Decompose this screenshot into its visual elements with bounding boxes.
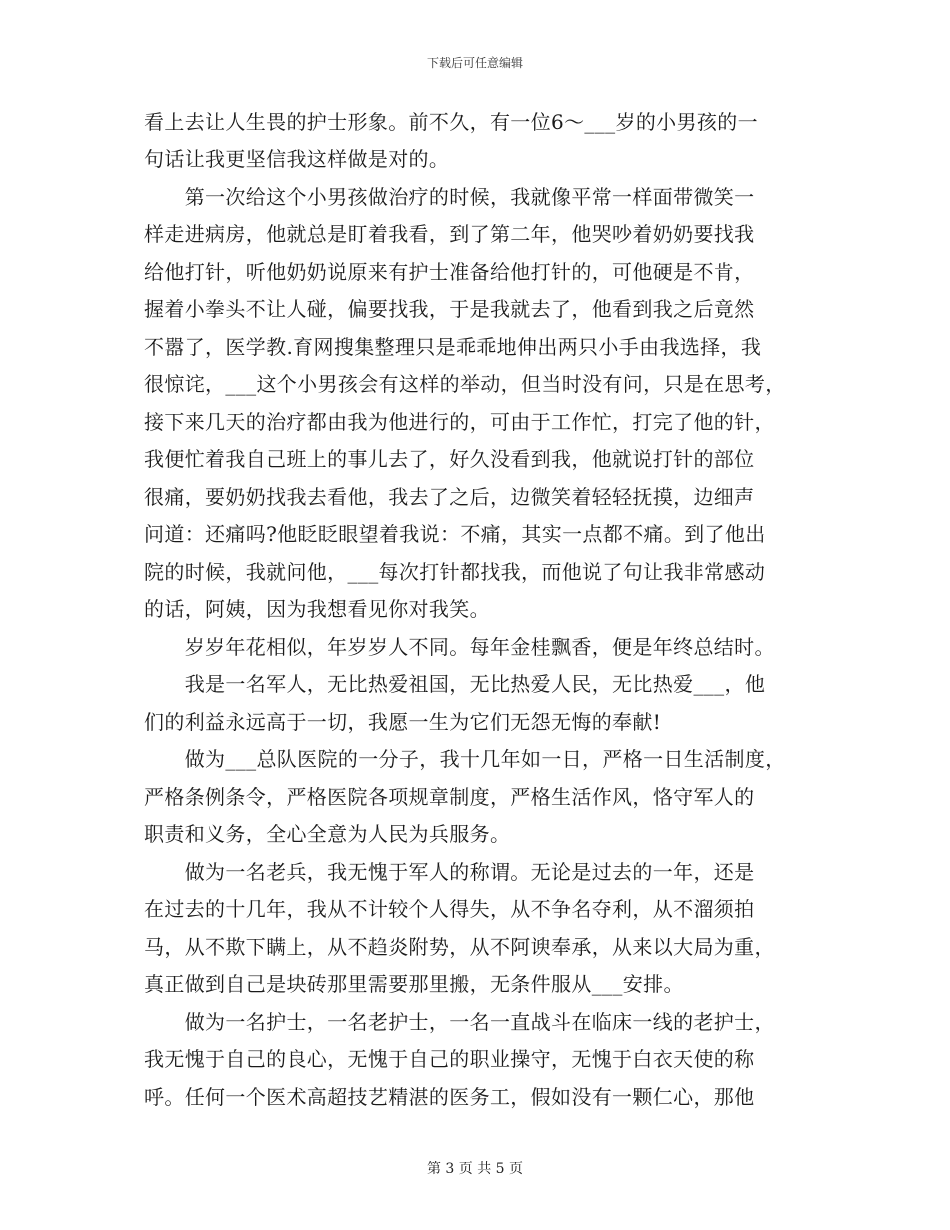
text-line: 看上去让人生畏的护士形象。前不久，有一位6～___岁的小男孩的一 bbox=[144, 110, 758, 134]
text-line: 样走进病房，他就总是盯着我看，到了第二年，他哭吵着奶奶要找我 bbox=[144, 222, 755, 246]
text-line: 问道：还痛吗?他眨眨眼望着我说：不痛，其实一点都不痛。到了他出 bbox=[144, 522, 766, 546]
text-line: 第一次给这个小男孩做治疗的时候，我就像平常一样面带微笑一 bbox=[144, 185, 755, 209]
text-line: 不嚣了，医学教.育网搜集整理只是乖乖地伸出两只小手由我选择，我 bbox=[144, 335, 762, 359]
text-line: 院的时候，我就问他，___每次打针都找我，而他说了句让我非常感动 bbox=[144, 560, 766, 584]
text-line: 握着小拳头不让人碰，偏要找我，于是我就去了，他看到我之后竟然 bbox=[144, 297, 755, 321]
text-line: 句话让我更坚信我这样做是对的。 bbox=[144, 147, 450, 171]
text-line: 的话，阿姨，因为我想看见你对我笑。 bbox=[144, 597, 490, 621]
text-line: 我无愧于自己的良心，无愧于自己的职业操守，无愧于白衣天使的称 bbox=[144, 1047, 755, 1071]
text-line: 做为___总队医院的一分子，我十几年如一日，严格一日生活制度， bbox=[144, 747, 786, 771]
text-line: 给他打针，听他奶奶说原来有护士准备给他打针的，可他硬是不肯， bbox=[144, 260, 755, 284]
text-line: 严格条例条令，严格医院各项规章制度，严格生活作风，恪守军人的 bbox=[144, 785, 755, 809]
text-line: 真正做到自己是块砖那里需要那里搬，无条件服从___安排。 bbox=[144, 972, 684, 996]
page-footer: 第 3 页 共 5 页 bbox=[426, 1161, 524, 1177]
text-line: 做为一名护士，一名老护士，一名一直战斗在临床一线的老护士， bbox=[144, 1010, 775, 1034]
text-line: 在过去的十几年，我从不计较个人得失，从不争名夺利，从不溜须拍 bbox=[144, 897, 755, 921]
text-line: 呼。任何一个医术高超技艺精湛的医务工，假如没有一颗仁心，那他 bbox=[144, 1085, 755, 1109]
text-line: 马，从不欺下瞒上，从不趋炎附势，从不阿谀奉承，从来以大局为重， bbox=[144, 935, 775, 959]
text-line: 我是一名军人，无比热爱祖国，无比热爱人民，无比热爱___，他 bbox=[144, 672, 766, 696]
text-line: 做为一名老兵，我无愧于军人的称谓。无论是过去的一年，还是 bbox=[144, 860, 755, 884]
text-line: 很惊诧，___这个小男孩会有这样的举动，但当时没有问，只是在思考， bbox=[144, 372, 786, 396]
text-line: 很痛，要奶奶找我去看他，我去了之后，边微笑着轻轻抚摸，边细声 bbox=[144, 485, 755, 509]
text-line: 我便忙着我自己班上的事儿去了，好久没看到我，他就说打针的部位 bbox=[144, 447, 755, 471]
page-header: 下载后可任意编辑 bbox=[426, 56, 523, 70]
text-line: 接下来几天的治疗都由我为他进行的，可由于工作忙，打完了他的针， bbox=[144, 410, 775, 434]
text-line: 岁岁年花相似，年岁岁人不同。每年金桂飘香，便是年终总结时。 bbox=[144, 635, 775, 659]
text-line: 职责和义务，全心全意为人民为兵服务。 bbox=[144, 822, 511, 846]
text-line: 们的利益永远高于一切，我愿一生为它们无怨无悔的奉献! bbox=[144, 710, 662, 734]
